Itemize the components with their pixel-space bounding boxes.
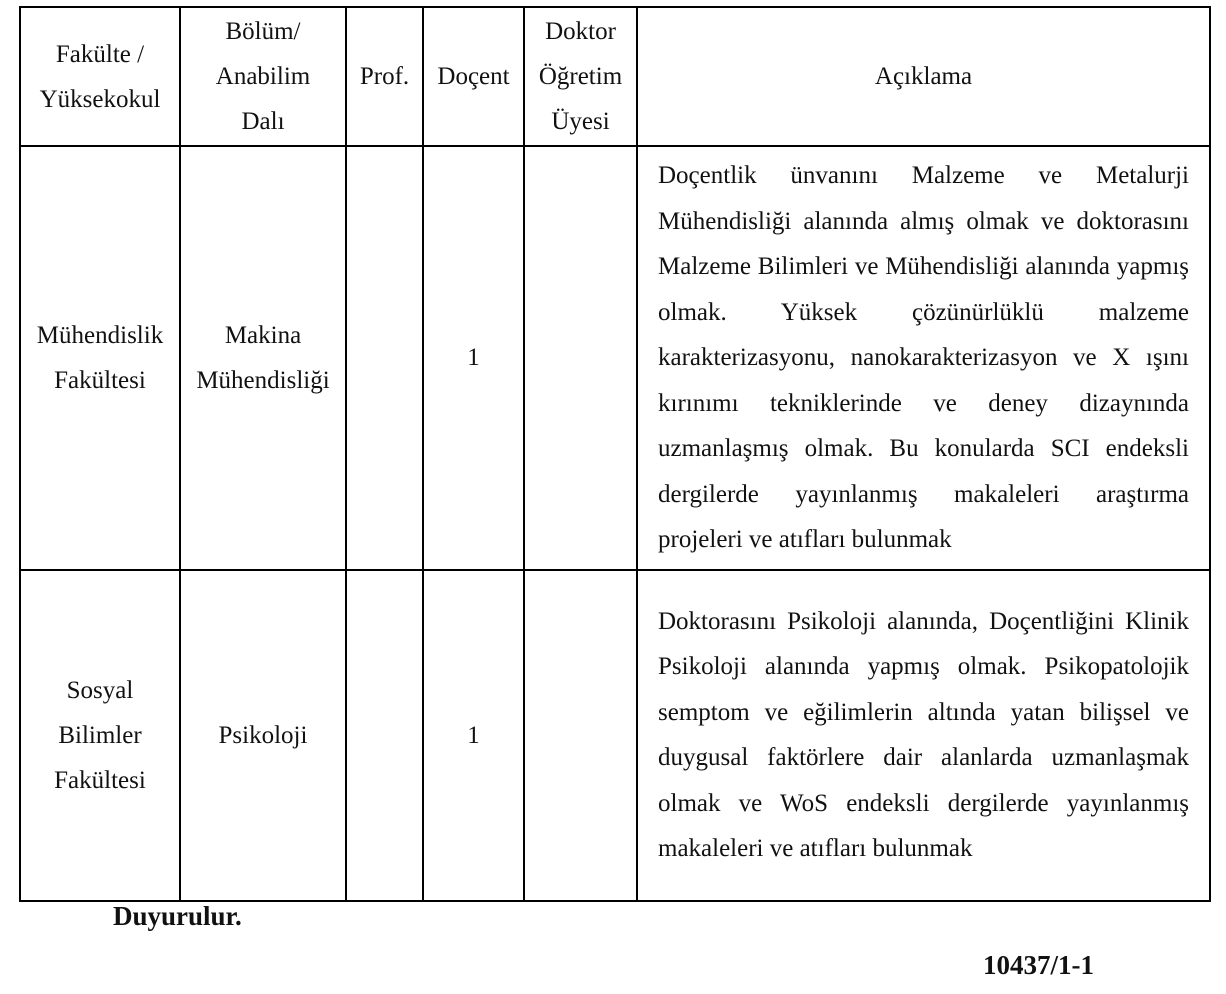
- header-assistant-professor: Doktor Öğretim Üyesi: [524, 7, 637, 146]
- table-header-row: [20, 7, 1210, 146]
- cell-department: Psikoloji: [180, 570, 346, 901]
- table-row: [20, 146, 1210, 570]
- header-docent: Doçent: [423, 7, 524, 146]
- document-number: 10437/1-1: [983, 950, 1094, 980]
- closing-text: Duyurulur.: [113, 901, 242, 931]
- cell-faculty: Mühendislik Fakültesi: [20, 146, 180, 570]
- cell-docent: 1: [423, 146, 524, 570]
- cell-prof: [346, 570, 423, 901]
- header-prof: Prof.: [346, 7, 423, 146]
- cell-description: Doçentlik ünvanını Malzeme ve Metalurji Mühendisliği alanında almış olmak ve doktorasını Malzeme Bilimleri ve Mühendisliği alanında yapmış olmak. Yüksek çözünürlüklü malzeme karakterizasyonu, nanokarakterizasyon ve X ışını kırınımı tekniklerinde ve deney dizaynında uzmanlaşmış olmak. Bu konularda SCI endeksli dergilerde yayınlanmış makaleleri araştırma projeleri ve atıfları bulunmak: [637, 146, 1210, 570]
- header-department: Bölüm/ Anabilim Dalı: [180, 7, 346, 146]
- cell-assistant-professor: [524, 146, 637, 570]
- cell-docent: 1: [423, 570, 524, 901]
- header-faculty: Fakülte / Yüksekokul: [20, 7, 180, 146]
- cell-prof: [346, 146, 423, 570]
- cell-faculty: Sosyal Bilimler Fakültesi: [20, 570, 180, 901]
- cell-assistant-professor: [524, 570, 637, 901]
- cell-department: Makina Mühendisliği: [180, 146, 346, 570]
- cell-description: Doktorasını Psikoloji alanında, Doçentliğini Klinik Psikoloji alanında yapmış olmak. Psikopatolojik semptom ve eğilimlerin altında yatan bilişsel ve duygusal faktörlere dair alanlarda uzmanlaşmak olmak ve WoS endeksli dergilerde yayınlanmış makaleleri ve atıfları bulunmak: [637, 570, 1210, 901]
- header-description: Açıklama: [637, 7, 1210, 146]
- table-row: [20, 570, 1210, 901]
- positions-table: [19, 6, 1211, 902]
